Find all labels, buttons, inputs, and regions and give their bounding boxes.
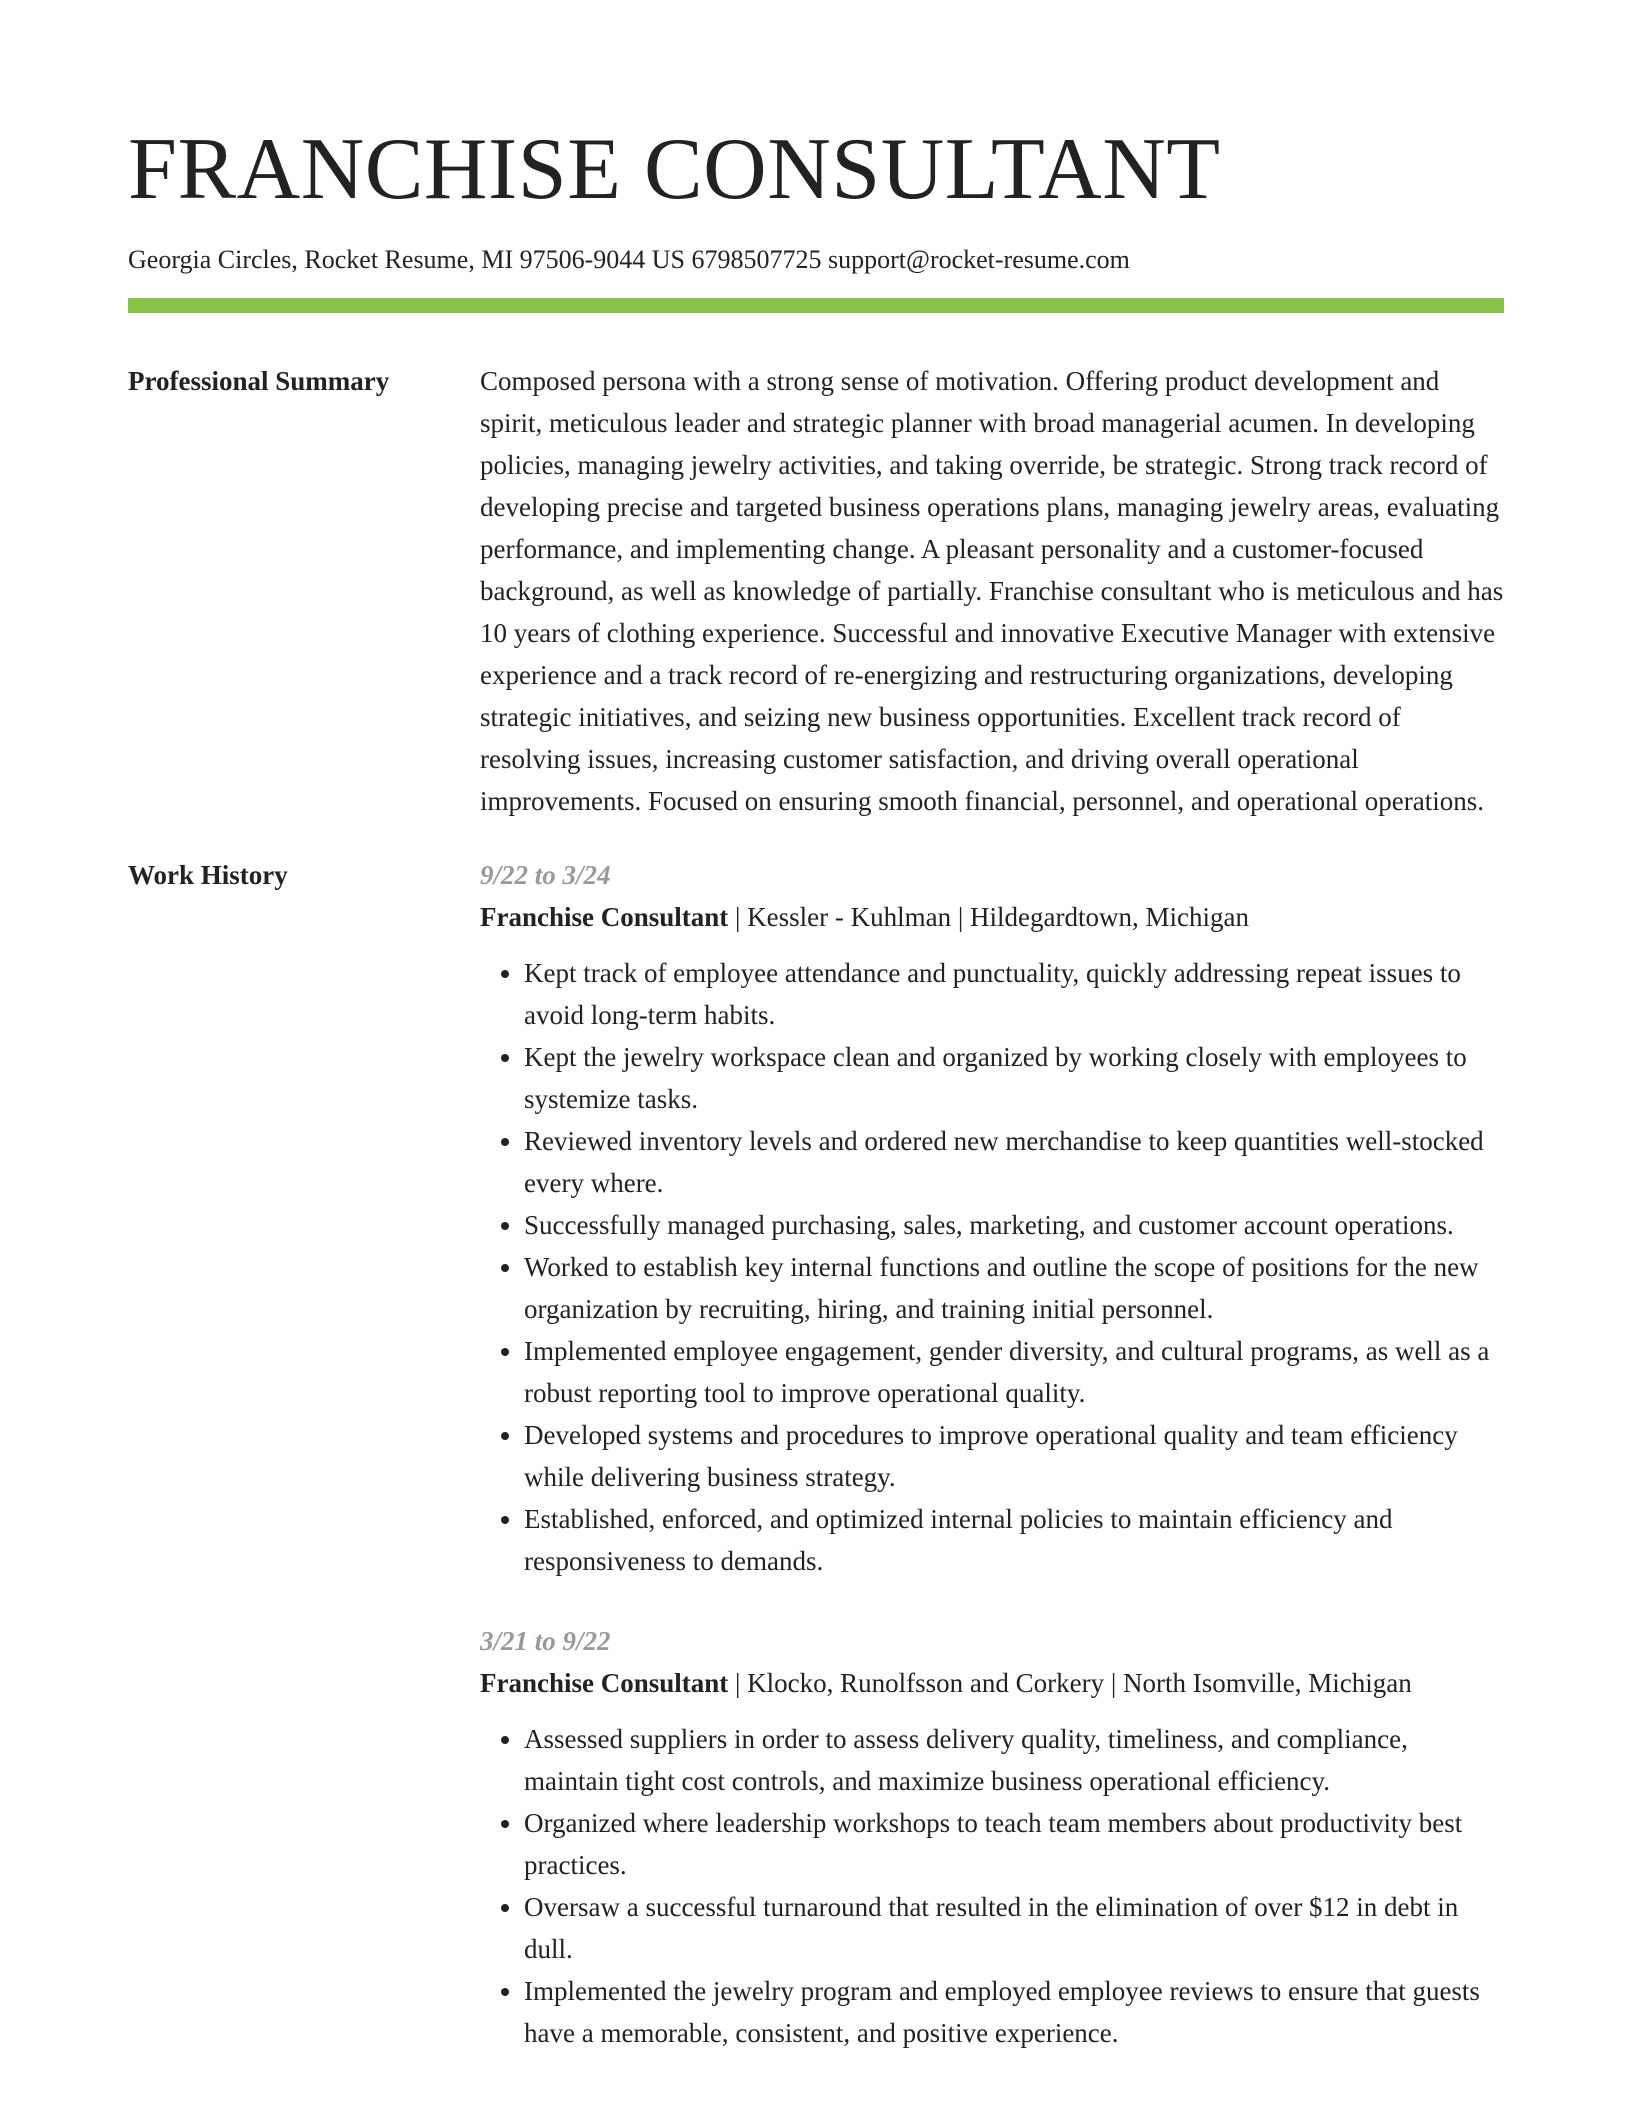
job-dates: 3/21 to 9/22 [480,1626,611,1656]
summary-body [480,360,1504,822]
accent-rule [128,298,1504,313]
job-bullet: • Reviewed inventory levels and ordered new merchandise to keep quantities well-stocked every where. [524,1120,1504,1204]
section-heading-summary: Professional Summary [128,366,390,396]
job-bullet: • Kept track of employee attendance and punctuality, quickly addressing repeat issues to avoid long-term habits. [524,952,1504,1036]
contact-line: Georgia Circles, Rocket Resume, MI 97506-9044 US 6798507725 support@rocket-resume.com [128,245,1130,274]
job-bullet: • Assessed suppliers in order to assess delivery quality, timeliness, and compliance, maintain tight cost controls, and maximize business operational efficiency. [524,1718,1504,1802]
job-bullet: • Developed systems and procedures to improve operational quality and team efficiency while delivering business strategy. [524,1414,1504,1498]
section-heading-work: Work History [128,860,288,890]
job-bullet: • Oversaw a successful turnaround that resulted in the elimination of over $12 in debt in dull. [524,1886,1504,1970]
resume-page [128,0,1504,2092]
job-heading [480,1662,1504,1704]
resume-name: FRANCHISE CONSULTANT [128,121,1221,218]
job-dates: 9/22 to 3/24 [480,860,611,890]
work-history-section [128,854,1504,2092]
job-bullet: • Worked to establish key internal functions and outline the scope of positions for the new organization by recruiting, hiring, and training initial personnel. [524,1246,1504,1330]
work-history-body [480,854,1504,2092]
job-title: Franchise Consultant [480,1668,729,1698]
job-company-location: | Kessler - Kuhlman | Hildegardtown, Michigan [728,902,1249,932]
job-bullet-list [480,1718,1504,2054]
job-title: Franchise Consultant [480,902,729,932]
professional-summary-section [128,360,1504,822]
job-entry [480,1620,1504,2054]
job-bullet: • Implemented the jewelry program and employed employee reviews to ensure that guests have a memorable, consistent, and positive experience. [524,1970,1504,2054]
summary-text: Composed persona with a strong sense of motivation. Offering product development and spirit, meticulous leader and strategic planner with broad managerial acumen. In developing policies, managing jewelry activities, and taking override, be strategic. Strong track record of developing precise and targeted business operations plans, managing jewelry areas, evaluating performance, and implementing change. A pleasant personality and a customer-focused background, as well as knowledge of partially. Franchise consultant who is meticulous and has 10 years of clothing experience. Successful and innovative Executive Manager with extensive experience and a track record of re-energizing and restructuring organizations, developing strategic initiatives, and seizing new business opportunities. Excellent track record of resolving issues, increasing customer satisfaction, and driving overall operational improvements. Focused on ensuring smooth financial, personnel, and operational operations. [480,366,1504,816]
job-bullet-list [480,952,1504,1582]
job-bullet: • Implemented employee engagement, gender diversity, and cultural programs, as well as a robust reporting tool to improve operational quality. [524,1330,1504,1414]
job-bullet: • Established, enforced, and optimized internal policies to maintain efficiency and responsiveness to demands. [524,1498,1504,1582]
job-heading [480,896,1504,938]
job-entry [480,854,1504,1582]
job-bullet: • Kept the jewelry workspace clean and organized by working closely with employees to systemize tasks. [524,1036,1504,1120]
job-bullet: • Successfully managed purchasing, sales, marketing, and customer account operations. [524,1204,1504,1246]
job-company-location: | Klocko, Runolfsson and Corkery | North Isomville, Michigan [728,1668,1412,1698]
job-bullet: • Organized where leadership workshops to teach team members about productivity best practices. [524,1802,1504,1886]
